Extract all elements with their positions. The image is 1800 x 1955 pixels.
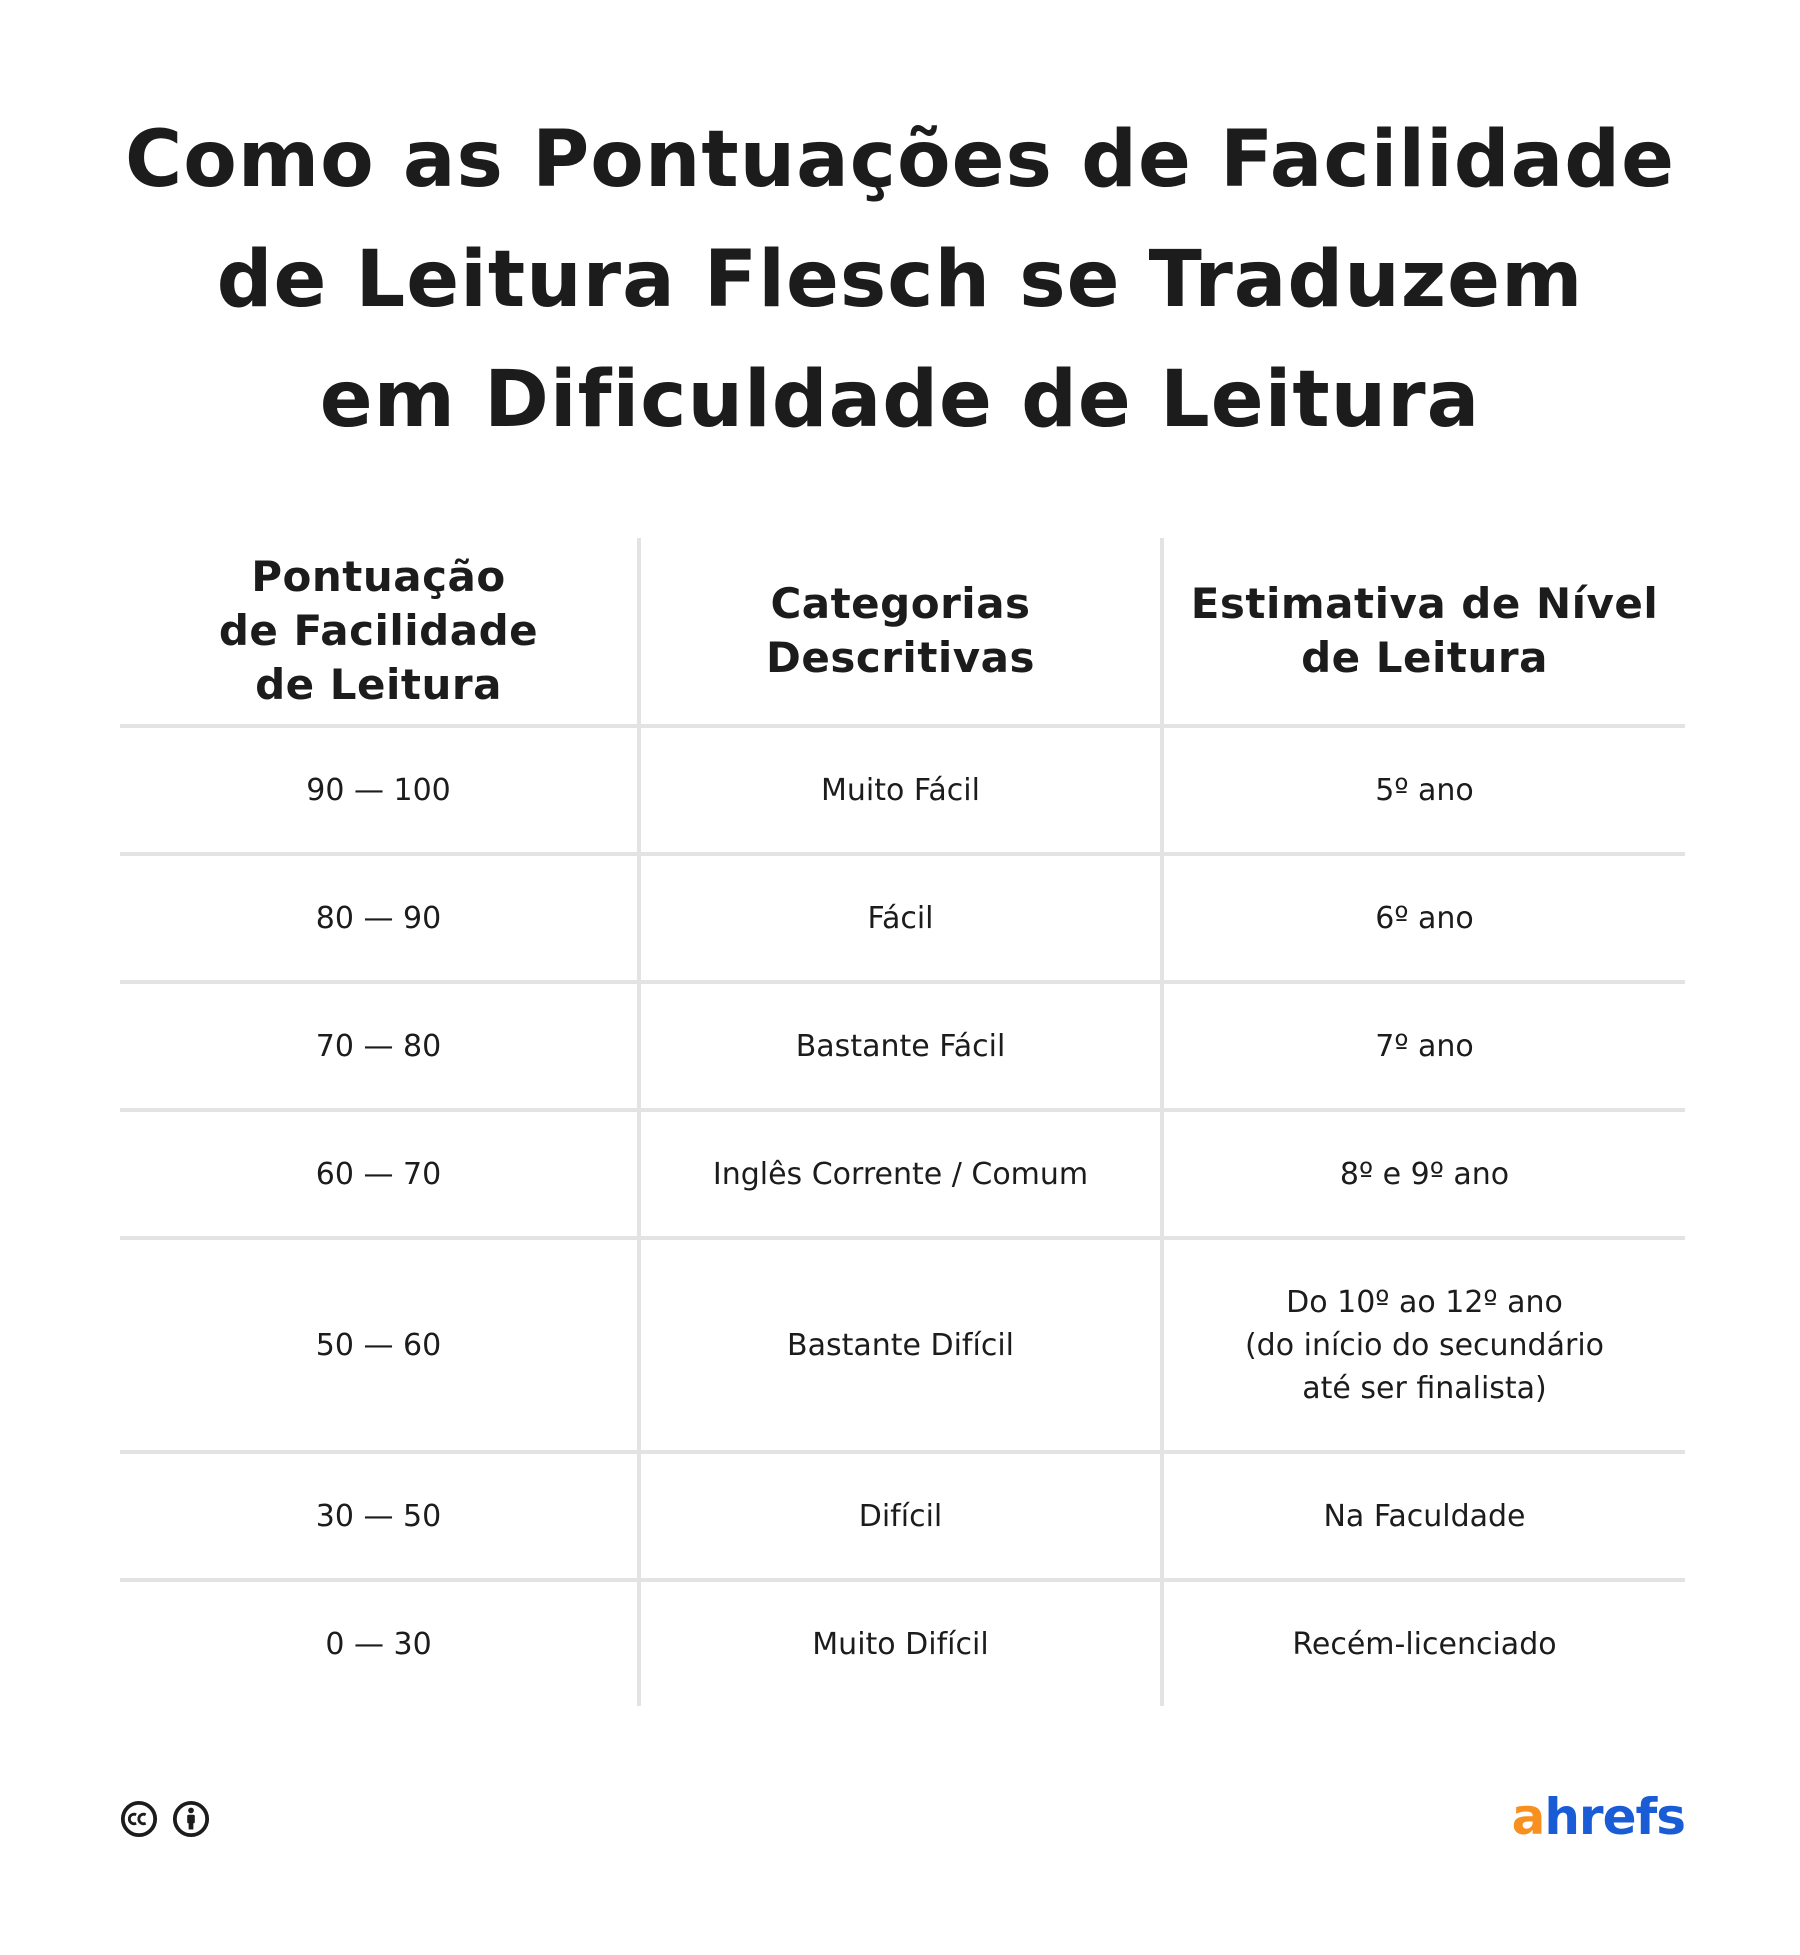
score-cell: 70 — 80	[120, 984, 641, 1108]
category-cell: Muito Fácil	[641, 728, 1164, 852]
table-row	[120, 1240, 1685, 1454]
score-cell: 60 — 70	[120, 1112, 641, 1236]
category-cell: Muito Difícil	[641, 1582, 1164, 1706]
score-cell: 90 — 100	[120, 728, 641, 852]
score-cell: 80 — 90	[120, 856, 641, 980]
category-cell: Difícil	[641, 1454, 1164, 1578]
table-row	[120, 984, 1685, 1112]
title-line-1: Como as Pontuações de Facilidade	[125, 115, 1675, 205]
category-cell: Bastante Fácil	[641, 984, 1164, 1108]
level-cell: Na Faculdade	[1323, 1498, 1526, 1534]
title-line-3: em Dificuldade de Leitura	[319, 355, 1481, 445]
level-cell: 6º ano	[1375, 900, 1474, 936]
logo-rest: hrefs	[1544, 1788, 1685, 1846]
level-cell: 5º ano	[1375, 772, 1474, 808]
category-cell: Bastante Difícil	[641, 1240, 1164, 1450]
table-row	[120, 728, 1685, 856]
category-cell: Inglês Corrente / Comum	[641, 1112, 1164, 1236]
readability-table	[120, 538, 1685, 1706]
score-cell: 50 — 60	[120, 1240, 641, 1450]
level-cell: Do 10º ao 12º ano (do início do secundário até ser finalista)	[1244, 1284, 1605, 1406]
score-cell: 30 — 50	[120, 1454, 641, 1578]
level-cell: 7º ano	[1375, 1028, 1474, 1064]
license-icons	[120, 1800, 210, 1838]
header-level: Estimativa de Nível de Leitura	[1190, 579, 1659, 682]
attribution-icon	[172, 1800, 210, 1838]
title-line-2: de Leitura Flesch se Traduzem	[216, 235, 1584, 325]
table-row	[120, 1112, 1685, 1240]
header-score: Pontuação de Facilidade de Leitura	[120, 538, 641, 724]
page-title	[0, 100, 1800, 460]
level-cell: Recém-licenciado	[1292, 1626, 1557, 1662]
logo-a: a	[1511, 1788, 1545, 1846]
table-row	[120, 1454, 1685, 1582]
creative-commons-icon	[120, 1800, 158, 1838]
table-row	[120, 1582, 1685, 1706]
level-cell: 8º e 9º ano	[1339, 1156, 1510, 1192]
table-row	[120, 856, 1685, 984]
category-cell: Fácil	[641, 856, 1164, 980]
header-category: Categorias Descritivas	[641, 538, 1164, 724]
table-header-row	[120, 538, 1685, 728]
ahrefs-logo	[1512, 1788, 1685, 1846]
score-cell: 0 — 30	[120, 1582, 641, 1706]
